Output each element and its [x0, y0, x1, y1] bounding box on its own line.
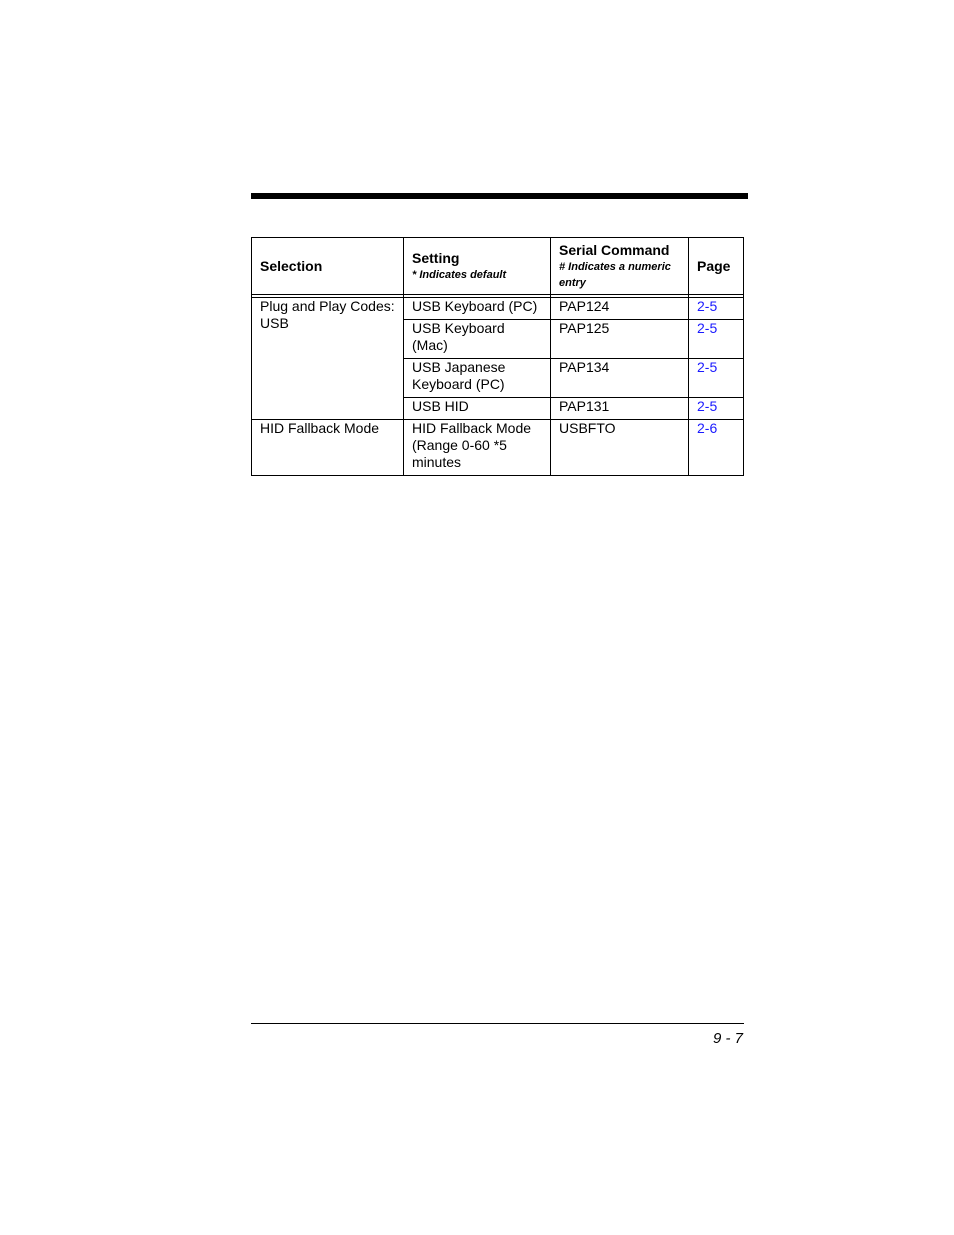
cell-setting: HID Fallback Mode (Range 0-60 *5 minutes	[404, 420, 551, 476]
header-serial-command	[551, 238, 689, 295]
cell-page	[689, 320, 744, 359]
page-link[interactable]: 2-5	[697, 359, 718, 375]
header-selection	[252, 238, 404, 295]
cell-command: PAP125	[551, 320, 689, 359]
header-setting	[404, 238, 551, 295]
cell-command: USBFTO	[551, 420, 689, 476]
cell-page	[689, 398, 744, 420]
table-row	[252, 420, 744, 476]
cell-page	[689, 359, 744, 398]
cell-command: PAP134	[551, 359, 689, 398]
page-link[interactable]: 2-5	[697, 298, 718, 314]
cell-setting: USB HID	[404, 398, 551, 420]
cell-page	[689, 298, 744, 320]
header-selection-label: Selection	[260, 257, 323, 274]
header-serial-command-label: Serial Command	[559, 241, 670, 258]
header-setting-label: Setting	[412, 249, 460, 266]
table-header-row	[252, 238, 744, 295]
page-number: 9 - 7	[712, 1030, 743, 1047]
cell-selection: HID Fallback Mode	[252, 420, 404, 476]
table-row	[252, 298, 744, 320]
page-link[interactable]: 2-5	[697, 320, 718, 336]
cell-setting: USB Keyboard (PC)	[404, 298, 551, 320]
footer-rule	[251, 1023, 744, 1024]
header-page-label: Page	[697, 257, 731, 274]
header-page	[689, 238, 744, 295]
cell-selection: Plug and Play Codes: USB	[252, 298, 404, 420]
page-link[interactable]: 2-5	[697, 398, 718, 414]
page-link[interactable]: 2-6	[697, 420, 718, 436]
header-serial-command-note: # Indicates a numeric entry	[559, 260, 671, 289]
header-setting-note: * Indicates default	[412, 268, 507, 281]
cell-setting: USB Japanese Keyboard (PC)	[404, 359, 551, 398]
header-rule	[251, 193, 748, 199]
cell-setting: USB Keyboard (Mac)	[404, 320, 551, 359]
cell-command: PAP131	[551, 398, 689, 420]
cell-command: PAP124	[551, 298, 689, 320]
serial-command-table	[251, 237, 744, 476]
cell-page	[689, 420, 744, 476]
